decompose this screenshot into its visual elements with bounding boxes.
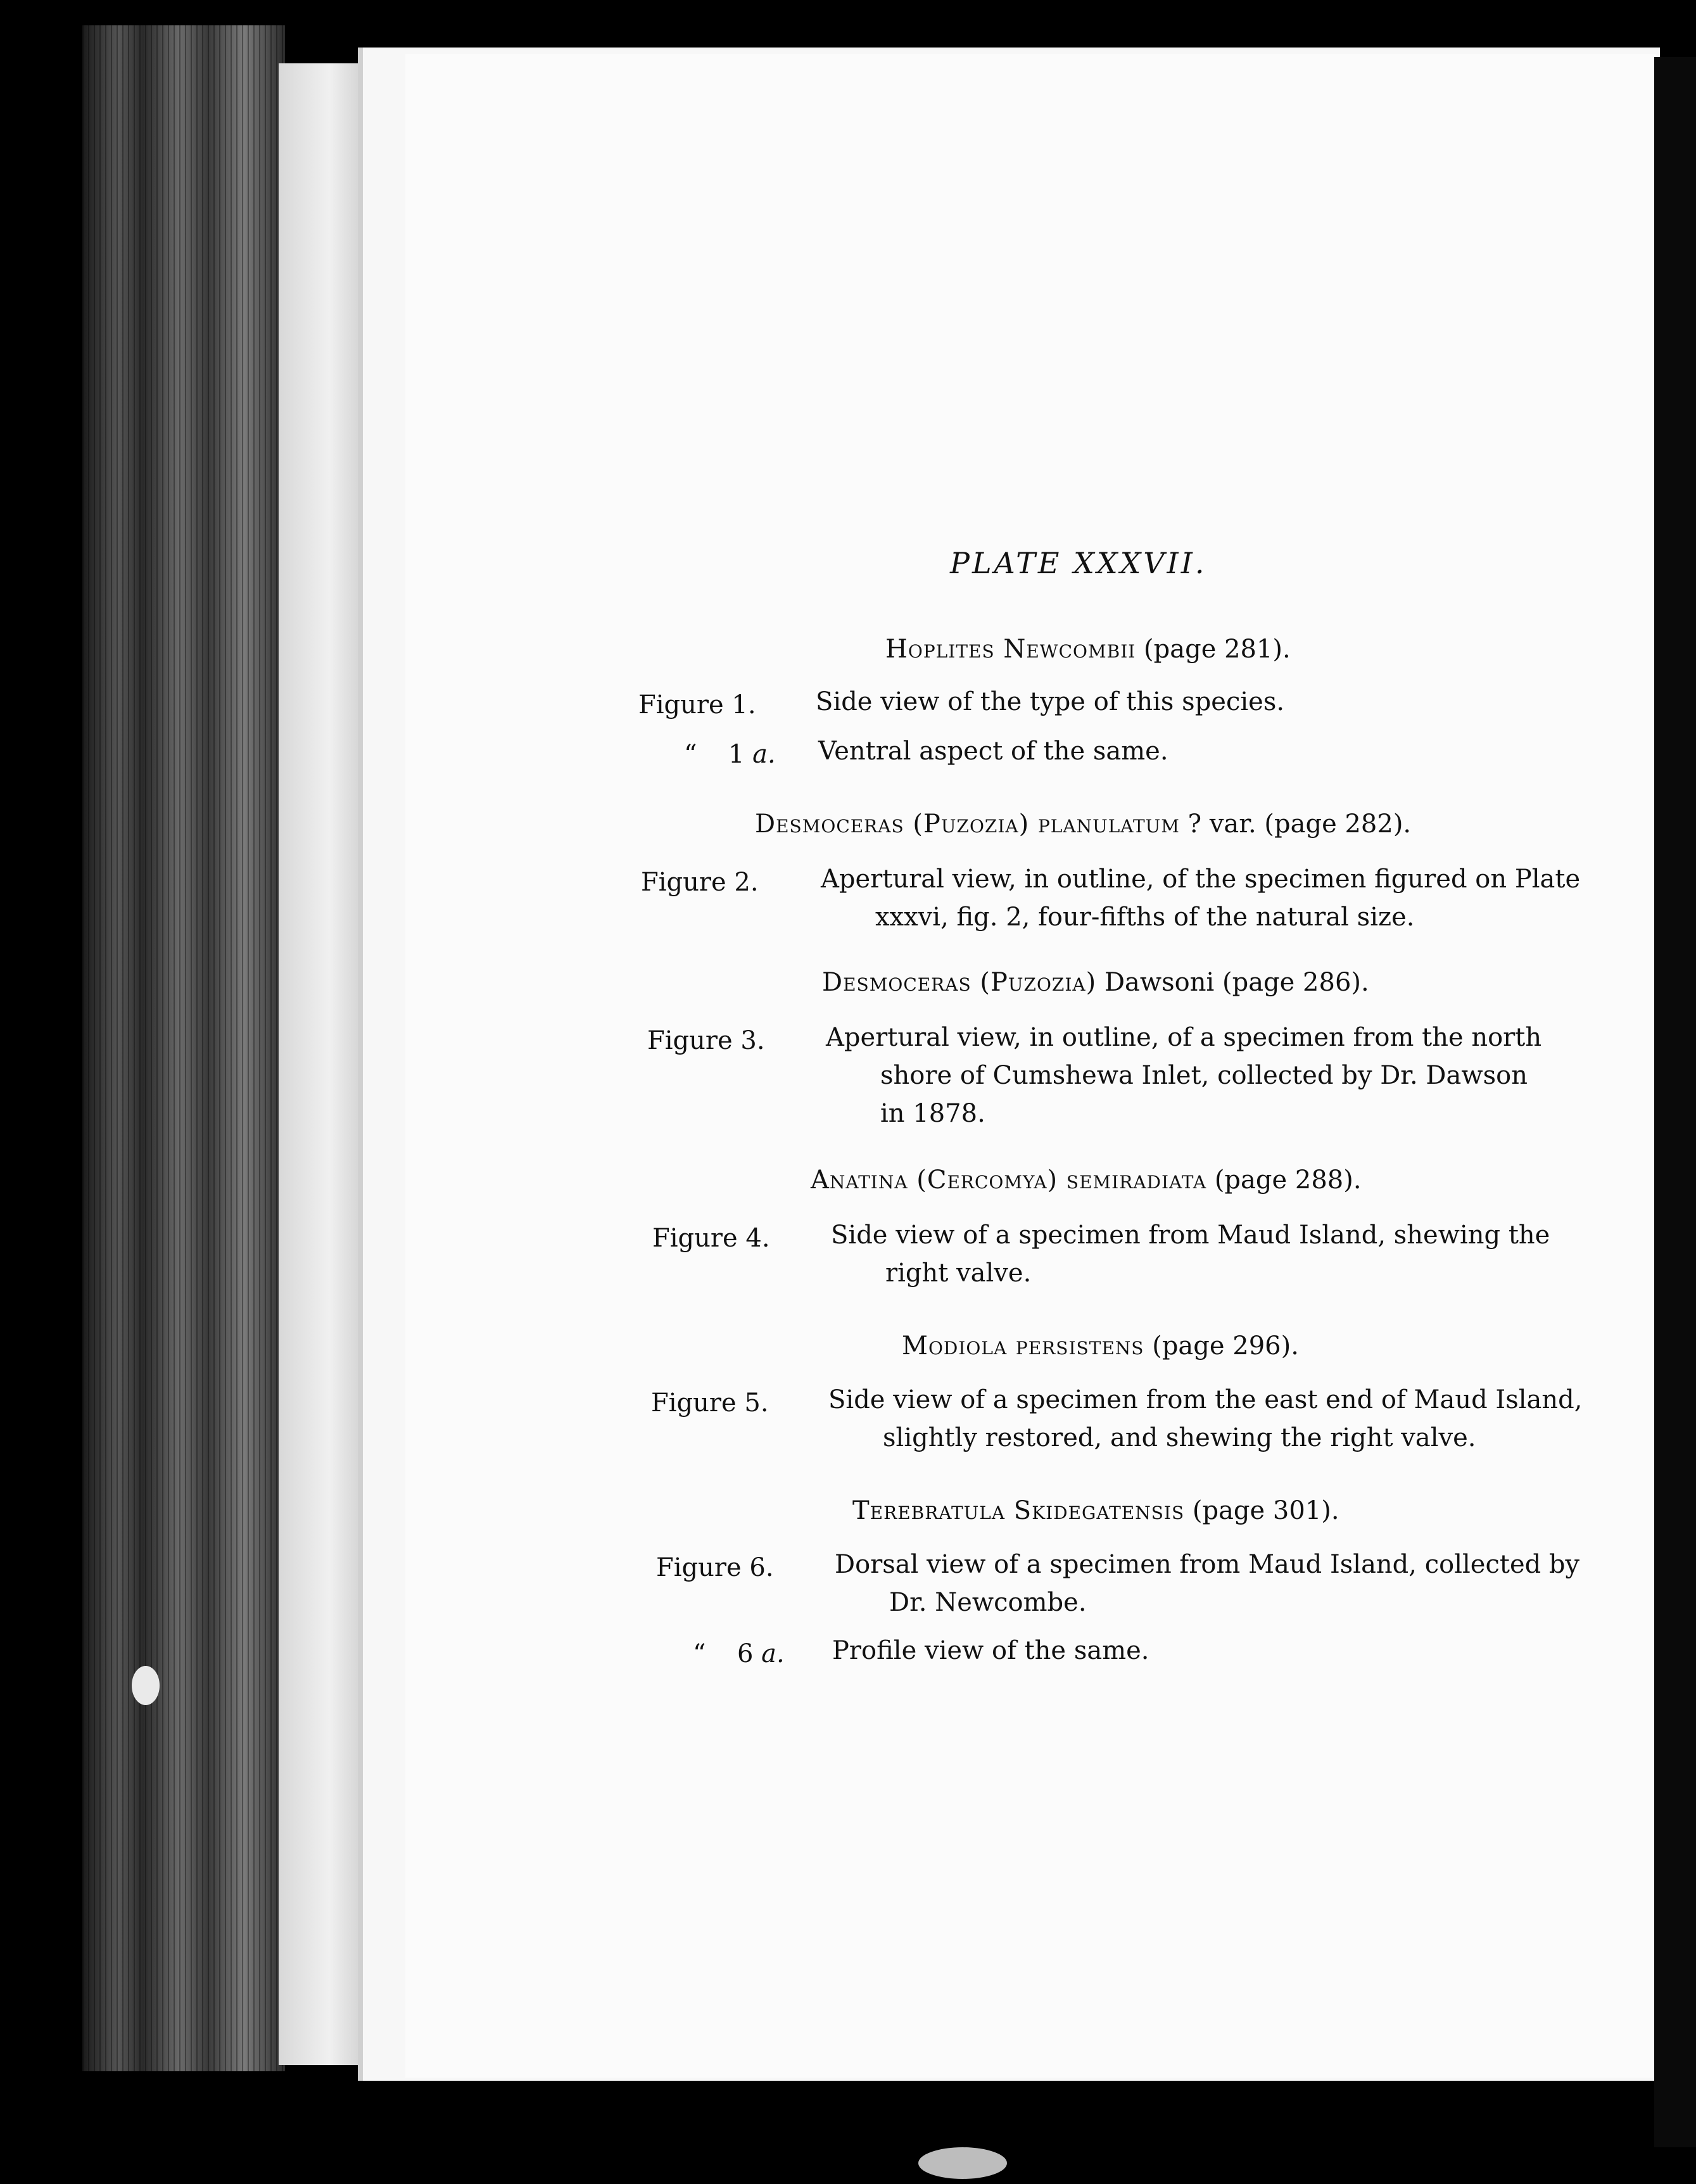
figure-label: Figure 1. (638, 690, 756, 720)
caption-line: Profile view of the same. (832, 1636, 1149, 1665)
right-binding-edge (1654, 57, 1696, 2147)
figure-number: 1 (728, 740, 745, 769)
figure-caption (835, 1546, 1579, 1622)
species-heading-desmoceras-dawsoni (822, 968, 1369, 997)
caption-line: xxxvi, fig. 2, four-fifths of the natural size. (875, 903, 1415, 932)
scan-blotch-bottom (918, 2147, 1007, 2179)
species-name: Terebratula Skidegatensis (852, 1496, 1185, 1525)
caption-line: Apertural view, in outline, of a specimen from the north (826, 1023, 1542, 1052)
species-heading-terebratula (852, 1496, 1339, 1525)
species-page-ref: (page 296). (1144, 1331, 1299, 1361)
figure-suffix: a. (761, 1639, 785, 1668)
figure-label: Figure 3. (647, 1026, 765, 1055)
species-page-ref: (page 301). (1184, 1496, 1339, 1525)
caption-line: shore of Cumshewa Inlet, collected by Dr. Dawson (880, 1061, 1528, 1090)
figure-label: Figure 2. (641, 868, 759, 897)
figure-caption (831, 1216, 1550, 1292)
caption-line: in 1878. (880, 1099, 985, 1128)
species-name: Desmoceras (Puzozia) planulatum (755, 809, 1180, 839)
species-heading-anatina (811, 1165, 1362, 1195)
plate-title: PLATE XXXVII. (950, 546, 1207, 580)
figure-label-ditto (684, 740, 776, 769)
figure-label-ditto (693, 1639, 785, 1668)
species-heading-hoplites (885, 635, 1291, 664)
species-page-ref: (page 288). (1206, 1165, 1362, 1195)
figure-label: Figure 6. (656, 1553, 774, 1582)
ditto-mark: “ (684, 740, 697, 769)
species-page-ref: ? var. (page 282). (1179, 809, 1412, 839)
figure-label: Figure 4. (652, 1224, 770, 1253)
caption-line: Side view of the type of this species. (816, 687, 1285, 716)
caption-line: right valve. (885, 1259, 1032, 1288)
figure-suffix: a. (752, 740, 776, 769)
figure-caption (826, 1019, 1541, 1133)
caption-line: Dr. Newcombe. (889, 1588, 1087, 1617)
species-name: Hoplites Newcombii (885, 635, 1136, 664)
caption-line: slightly restored, and shewing the right valve. (883, 1423, 1476, 1452)
figure-caption (832, 1632, 1149, 1670)
ditto-mark: “ (693, 1639, 706, 1668)
caption-line: Apertural view, in outline, of the specimen figured on Plate (821, 865, 1581, 894)
figure-label: Figure 5. (651, 1388, 769, 1418)
caption-line: Side view of a specimen from Maud Island, shewing the (831, 1221, 1550, 1250)
species-page-ref: (page 281). (1136, 635, 1291, 664)
caption-line: Dorsal view of a specimen from Maud Island, collected by (835, 1550, 1580, 1579)
scan-blotch-left (132, 1666, 160, 1705)
species-heading-desmoceras-planulatum (755, 809, 1411, 839)
figure-caption (821, 860, 1580, 936)
caption-line: Ventral aspect of the same. (818, 737, 1168, 766)
caption-line: Side view of a specimen from the east end of Maud Island, (828, 1385, 1583, 1414)
species-name: Anatina (Cercomya) semiradiata (811, 1165, 1207, 1195)
figure-number: 6 (737, 1639, 754, 1668)
book-fore-edge-lines (82, 25, 285, 2071)
species-name: Modiola persistens (902, 1331, 1144, 1361)
figure-caption (828, 1381, 1582, 1457)
species-heading-modiola (902, 1331, 1299, 1361)
figure-caption (816, 683, 1284, 721)
figure-caption (818, 732, 1168, 770)
species-page-ref: Dawsoni (page 286). (1096, 968, 1369, 997)
species-name: Desmoceras (Puzozia) (822, 968, 1097, 997)
